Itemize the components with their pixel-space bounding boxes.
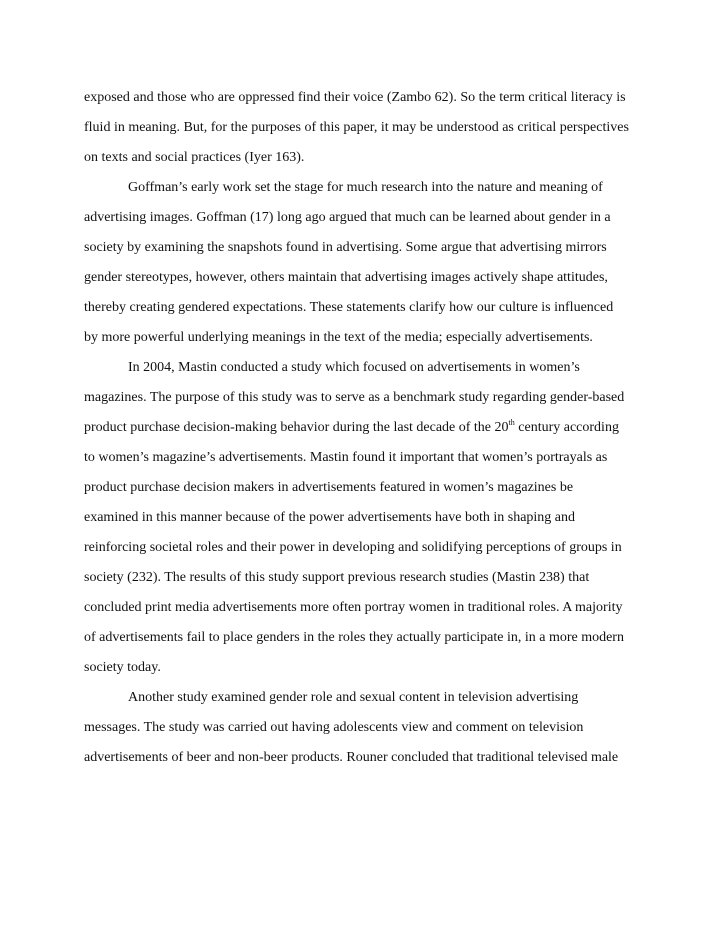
text-line: advertising images. Goffman (17) long ago argued that much can be learned about gender in a bbox=[84, 210, 611, 225]
text-line: of advertisements fail to place genders in the roles they actually participate in, in a more modern bbox=[84, 630, 624, 645]
superscript-ordinal: th bbox=[508, 418, 515, 427]
line-segment: product purchase decision-making behavior during the last decade of the 20 bbox=[84, 420, 509, 435]
text-line: concluded print media advertisements more often portray women in traditional roles. A majority bbox=[84, 600, 623, 615]
text-line-with-superscript bbox=[84, 413, 654, 443]
paragraph-start-line: Another study examined gender role and sexual content in television advertising bbox=[128, 690, 579, 705]
text-line: fluid in meaning. But, for the purposes of this paper, it may be understood as critical perspectives bbox=[84, 120, 629, 135]
text-line: advertisements of beer and non-beer products. Rouner concluded that traditional televised male bbox=[84, 750, 619, 765]
text-line: society by examining the snapshots found in advertising. Some argue that advertising mirrors bbox=[84, 240, 607, 255]
text-line: examined in this manner because of the power advertisements have both in shaping and bbox=[84, 510, 576, 525]
text-line: messages. The study was carried out having adolescents view and comment on television bbox=[84, 720, 584, 735]
text-line: to women’s magazine’s advertisements. Mastin found it important that women’s portrayals as bbox=[84, 450, 608, 465]
text-line: society (232). The results of this study support previous research studies (Mastin 238) that bbox=[84, 570, 590, 585]
text-line: product purchase decision makers in advertisements featured in women’s magazines be bbox=[84, 480, 574, 495]
text-line: on texts and social practices (Iyer 163). bbox=[84, 150, 305, 165]
text-line: gender stereotypes, however, others maintain that advertising images actively shape attitudes, bbox=[84, 270, 608, 285]
text-line: exposed and those who are oppressed find their voice (Zambo 62). So the term critical literacy is bbox=[84, 90, 626, 105]
line-segment: century according bbox=[514, 420, 619, 435]
body-text bbox=[84, 83, 654, 773]
text-line: magazines. The purpose of this study was to serve as a benchmark study regarding gender-based bbox=[84, 390, 625, 405]
paragraph-start-line: In 2004, Mastin conducted a study which focused on advertisements in women’s bbox=[128, 360, 580, 375]
text-line: thereby creating gendered expectations. These statements clarify how our culture is influenced bbox=[84, 300, 614, 315]
paragraph-start-line: Goffman’s early work set the stage for much research into the nature and meaning of bbox=[128, 180, 603, 195]
text-line: reinforcing societal roles and their power in developing and solidifying perceptions of groups in bbox=[84, 540, 622, 555]
text-line: society today. bbox=[84, 660, 161, 675]
text-line: by more powerful underlying meanings in the text of the media; especially advertisements. bbox=[84, 330, 593, 345]
